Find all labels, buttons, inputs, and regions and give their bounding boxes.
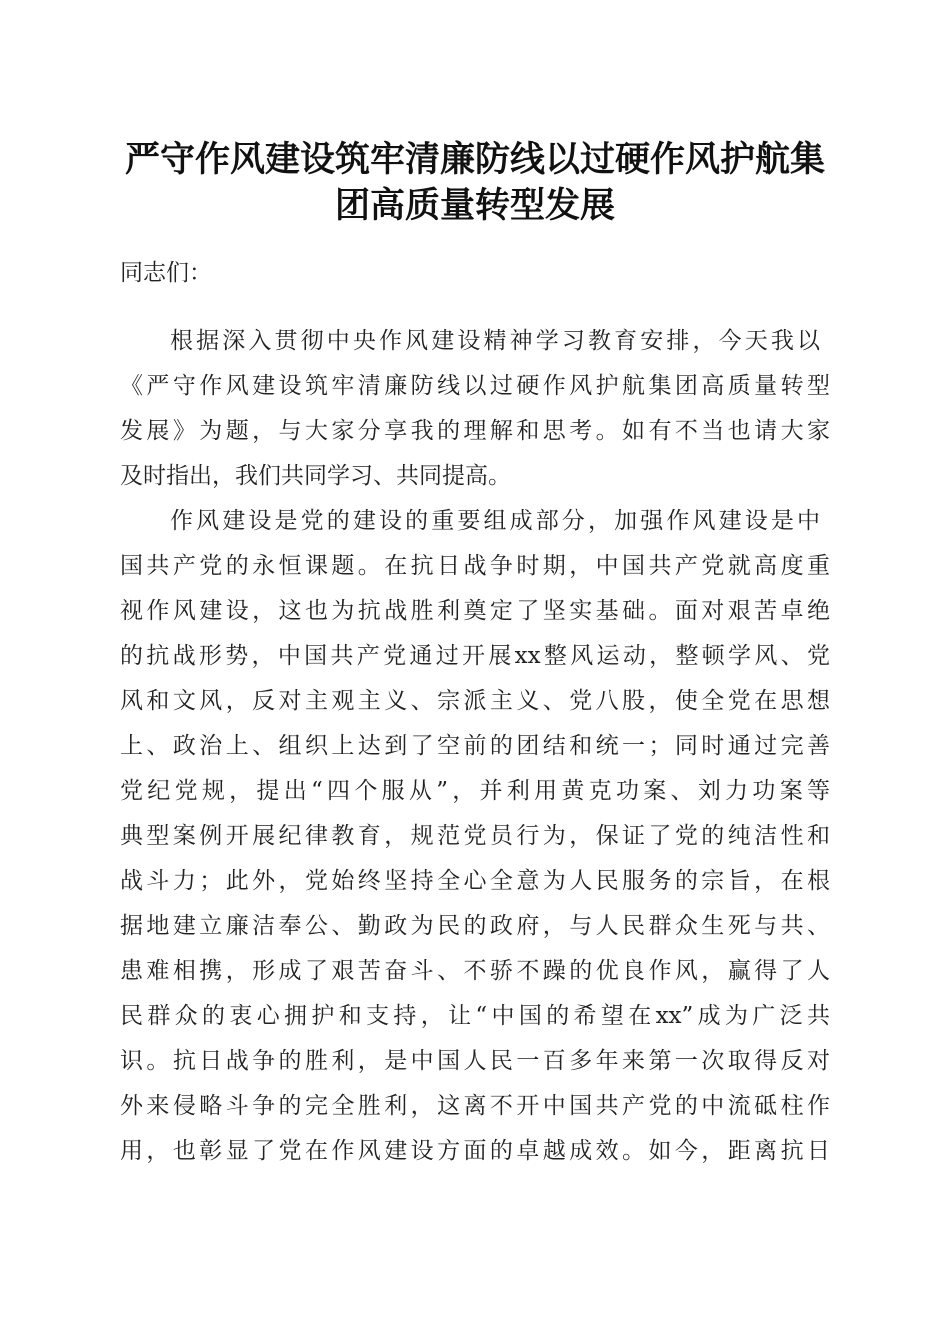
paragraph-2-line: 典型案例开展纪律教育，规范党员行为，保证了党的纯洁性和 — [120, 823, 830, 849]
paragraph-1-line: 根据深入贯彻中央作风建设精神学习教育安排，今天我以 — [170, 328, 820, 354]
paragraph-2-line: 国共产党的永恒课题。在抗日战争时期，中国共产党就高度重 — [120, 553, 830, 579]
document-title-line-2: 团高质量转型发展 — [334, 185, 615, 226]
paragraph-2-line: 战斗力；此外，党始终坚持全心全意为人民服务的宗旨，在根 — [120, 868, 830, 894]
paragraph-2-line: 风和文风，反对主观主义、宗派主义、党八股，使全党在思想 — [120, 688, 830, 714]
paragraph-2-line: 外来侵略斗争的完全胜利，这离不开中国共产党的中流砥柱作 — [120, 1093, 830, 1119]
paragraph-2-line: 党纪党规，提出“四个服从”，并利用黄克功案、刘力功案等 — [120, 778, 830, 804]
paragraph-2-line: 的抗战形势，中国共产党通过开展xx整风运动，整顿学风、党 — [120, 643, 830, 669]
paragraph-2-line: 视作风建设，这也为抗战胜利奠定了坚实基础。面对艰苦卓绝 — [120, 598, 830, 624]
document-title-line-1: 严守作风建设筑牢清廉防线以过硬作风护航集 — [124, 139, 825, 180]
paragraph-2-line: 上、政治上、组织上达到了空前的团结和统一；同时通过完善 — [120, 733, 830, 759]
paragraph-1-line: 《严守作风建设筑牢清廉防线以过硬作风护航集团高质量转型 — [120, 373, 830, 399]
paragraph-2-line: 用，也彰显了党在作风建设方面的卓越成效。如今，距离抗日 — [120, 1138, 830, 1164]
salutation: 同志们： — [120, 260, 212, 286]
paragraph-2-line: 作风建设是党的建设的重要组成部分，加强作风建设是中 — [170, 508, 820, 534]
paragraph-2-line: 患难相携，形成了艰苦奋斗、不骄不躁的优良作风，赢得了人 — [120, 958, 830, 984]
paragraph-2-line: 据地建立廉洁奉公、勤政为民的政府，与人民群众生死与共、 — [120, 913, 830, 939]
paragraph-1-line: 发展》为题，与大家分享我的理解和思考。如有不当也请大家 — [120, 418, 830, 444]
paragraph-1-line: 及时指出，我们共同学习、共同提高。 — [120, 463, 511, 489]
paragraph-2-line: 识。抗日战争的胜利，是中国人民一百多年来第一次取得反对 — [120, 1048, 830, 1074]
paragraph-2-line: 民群众的衷心拥护和支持，让“中国的希望在xx”成为广泛共 — [120, 1003, 830, 1029]
